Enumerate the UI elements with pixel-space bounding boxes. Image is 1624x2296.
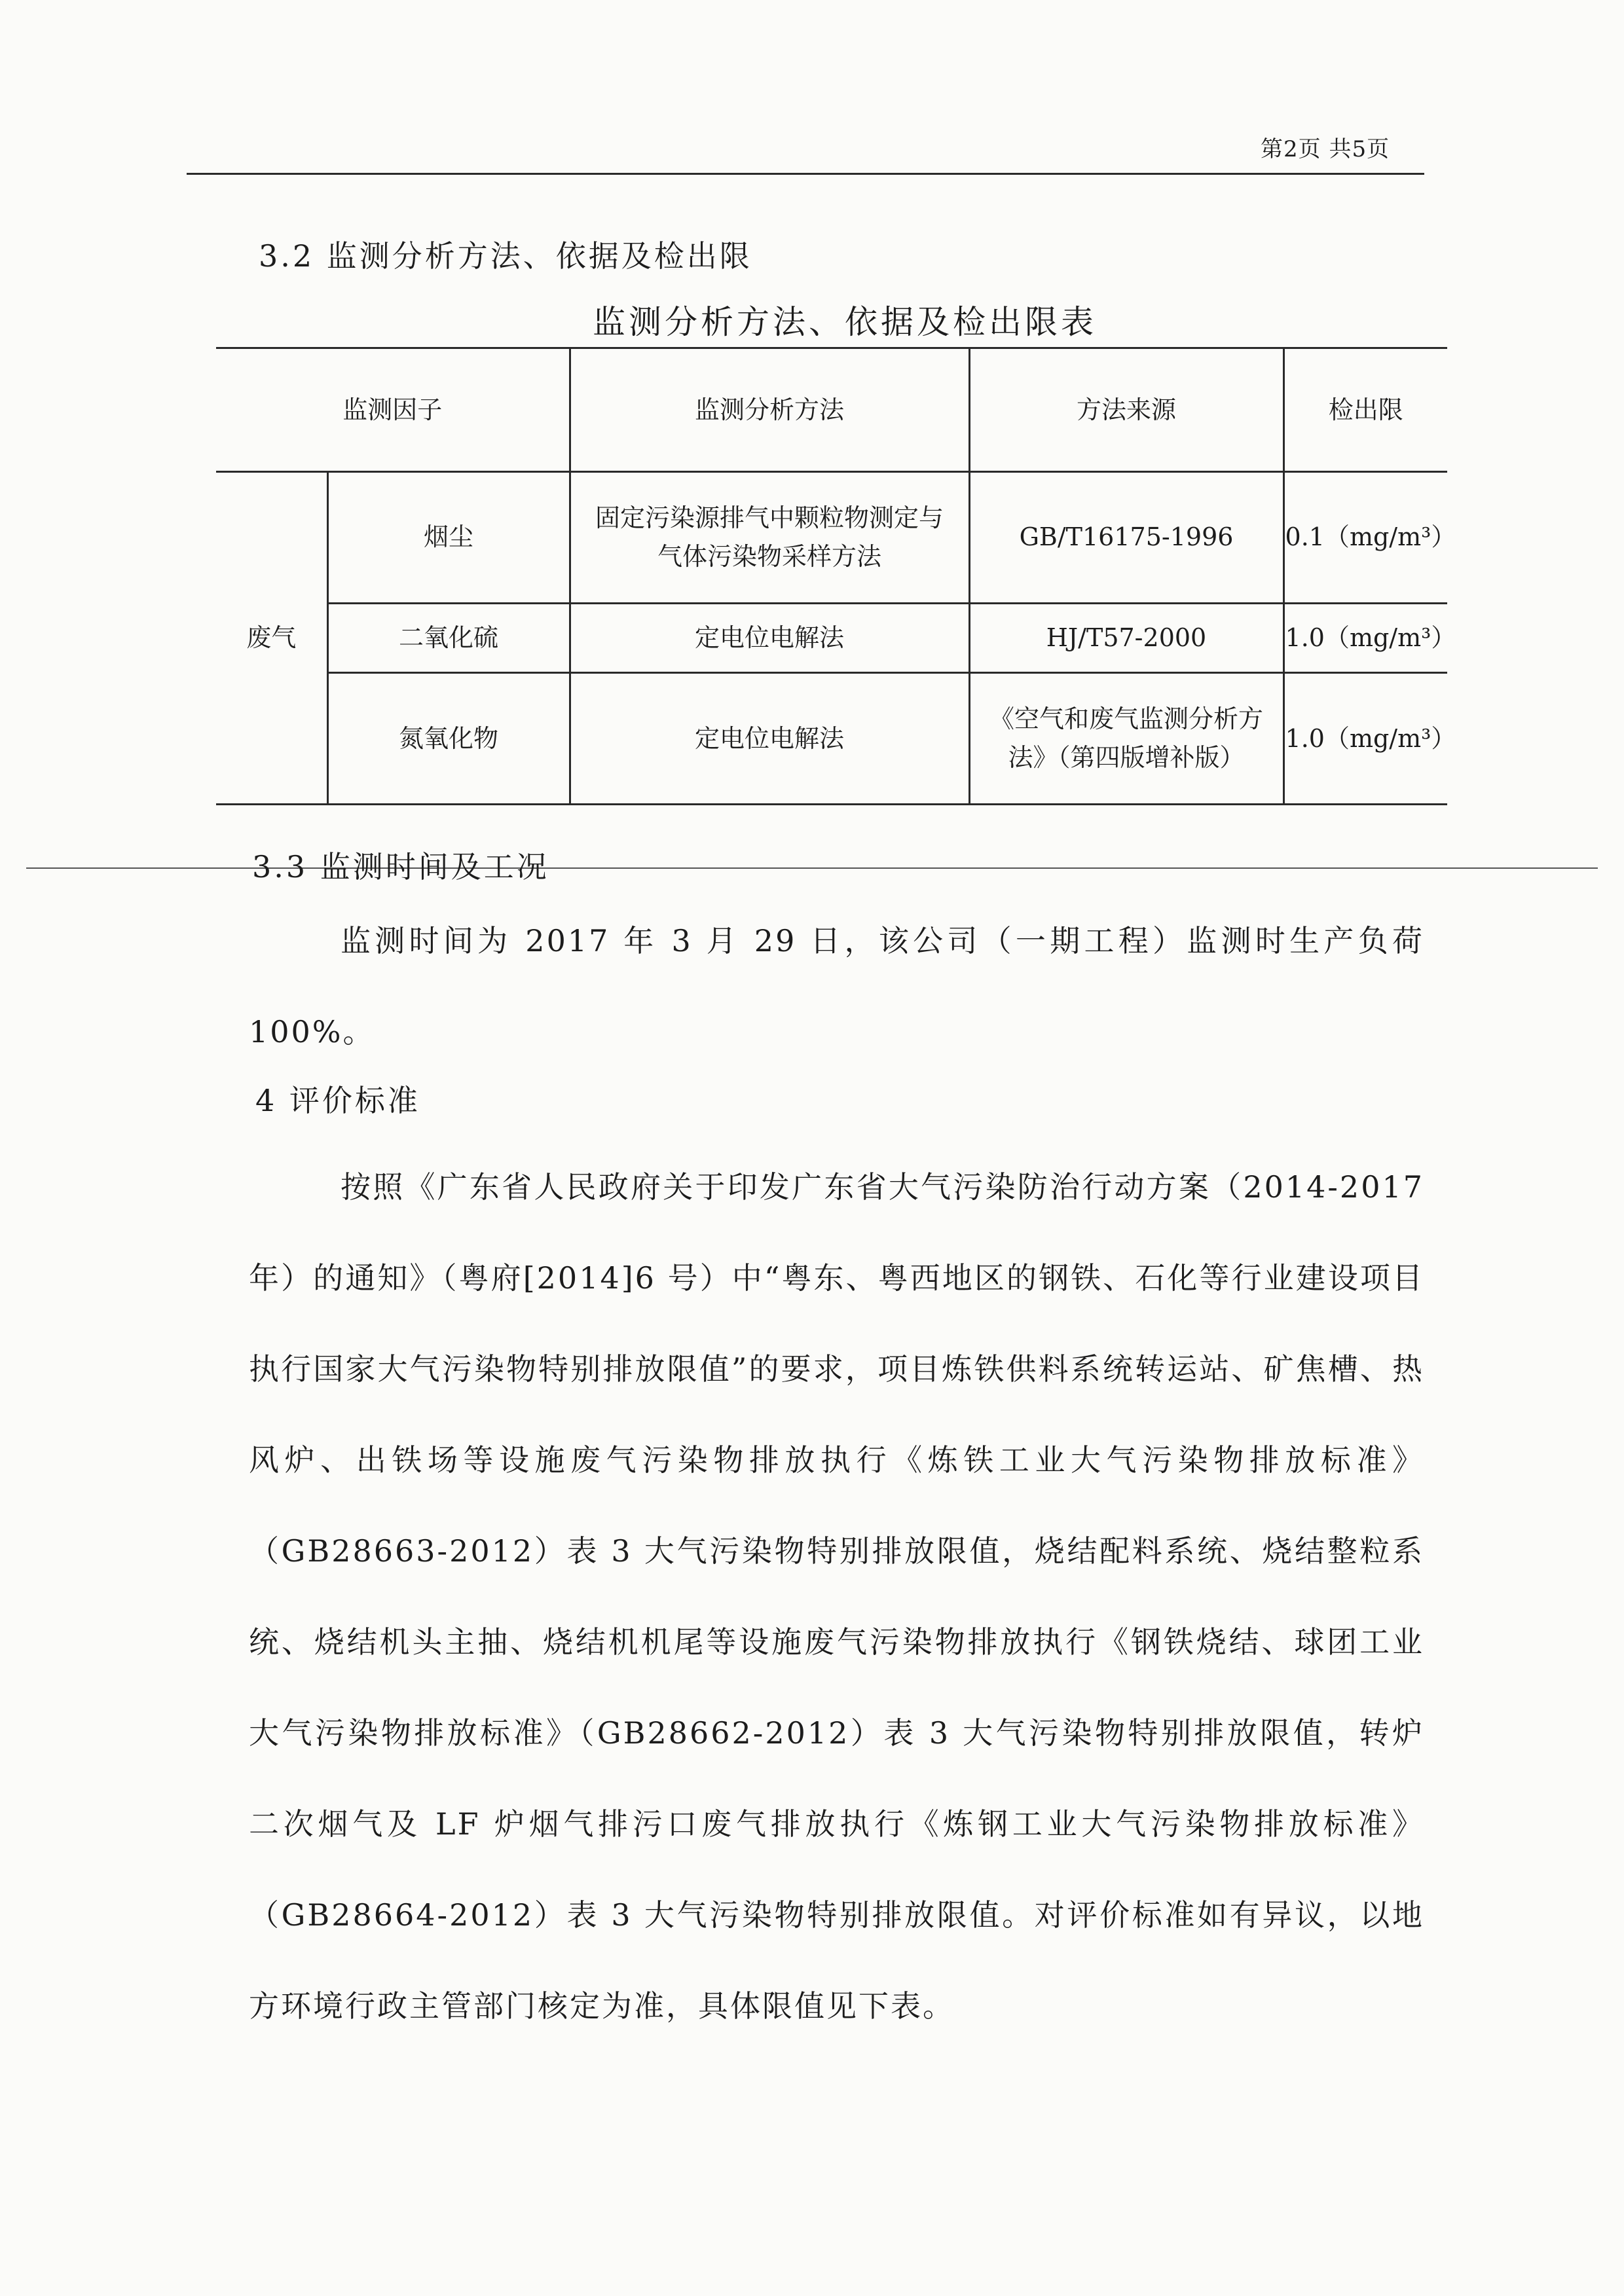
monitoring-time-text: 监测时间为 2017 年 3 月 29 日，该公司（一期工程）监测时生产负荷 100%。: [249, 923, 1424, 1049]
factor-cell: 二氧化硫: [327, 603, 570, 672]
table-row: [216, 472, 1447, 604]
header-divider: [187, 173, 1424, 175]
section-3-3-heading: 3.3 监测时间及工况: [252, 849, 549, 884]
table-title: 监测分析方法、依据及检出限表: [593, 303, 1097, 341]
source-cell: GB/T16175-1996: [969, 472, 1283, 604]
header-method: 监测分析方法: [570, 348, 969, 472]
section-4-heading: 4 评价标准: [255, 1083, 420, 1118]
limit-cell: 1.0（mg/m³）: [1283, 673, 1447, 805]
method-cell: 定电位电解法: [570, 603, 969, 672]
source-cell: HJ/T57-2000: [969, 603, 1283, 672]
table-header-row: [216, 348, 1447, 472]
table-row: [216, 673, 1447, 805]
method-cell: 定电位电解法: [570, 673, 969, 805]
header-limit: 检出限: [1283, 348, 1447, 472]
monitoring-methods-table: [216, 347, 1456, 805]
source-cell: 《空气和废气监测分析方法》（第四版增补版）: [969, 673, 1283, 805]
evaluation-standard-text: 按照《广东省人民政府关于印发广东省大气污染防治行动方案（2014-2017 年）的通知》（粤府[2014]6 号）中“粤东、粤西地区的钢铁、石化等行业建设项目执行国家大气污染物特别排放限值”的要求，项目炼铁供料系统转运站、矿焦槽、热风炉、出铁场等设施废气污染物排放执行《炼铁工业大气污染物排放标准》（GB28663-2012）表 3 大气污染物特别排放限值，烧结配料系统、烧结整粒系统、烧结机头主抽、烧结机机尾等设施废气污染物排放执行《钢铁烧结、球团工业大气污染物排放标准》（GB28662-2012）表 3 大气污染物特别排放限值，转炉二次烟气及 LF 炉烟气排污口废气排放执行《炼钢工业大气污染物排放标准》（GB28664-2012）表 3 大气污染物特别排放限值。对评价标准如有异议，以地方环境行政主管部门核定为准，具体限值见下表。: [249, 1169, 1424, 2024]
monitoring-time-paragraph: [249, 896, 1424, 1078]
header-source: 方法来源: [969, 348, 1283, 472]
evaluation-standard-paragraph: [249, 1142, 1424, 2052]
factor-cell: 烟尘: [327, 472, 570, 604]
page-number: 第2页 共5页: [1261, 136, 1390, 162]
limit-cell: 0.1（mg/m³）: [1283, 472, 1447, 604]
header-factor: 监测因子: [216, 348, 570, 472]
factor-cell: 氮氧化物: [327, 673, 570, 805]
category-cell: 废气: [216, 472, 327, 805]
table-row: [216, 603, 1447, 672]
section-3-2-heading: 3.2 监测分析方法、依据及检出限: [259, 238, 752, 274]
method-cell: 固定污染源排气中颗粒物测定与气体污染物采样方法: [570, 472, 969, 604]
limit-cell: 1.0（mg/m³）: [1283, 603, 1447, 672]
